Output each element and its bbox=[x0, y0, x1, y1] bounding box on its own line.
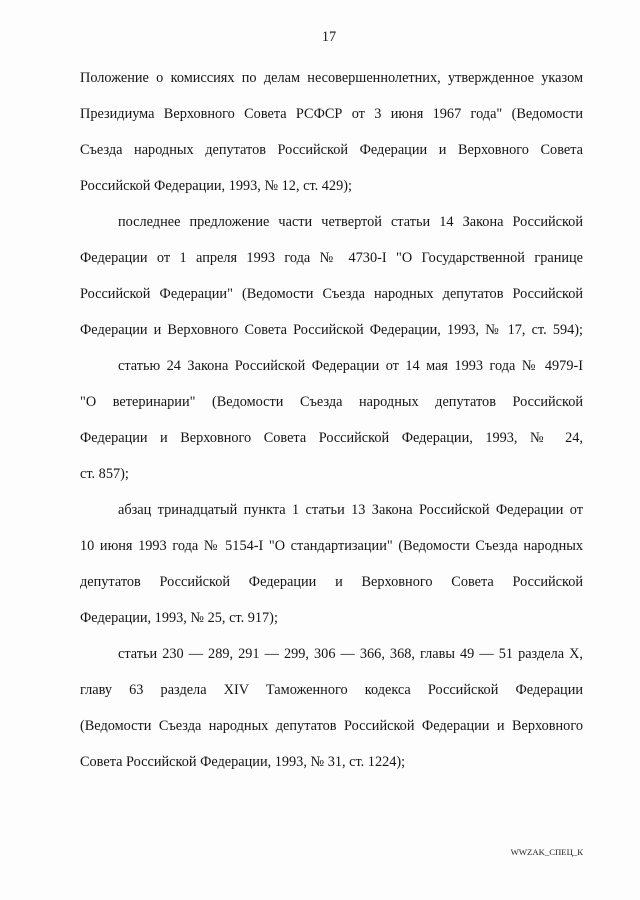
text-line: Съезда народных депутатов Российской Федерации и Верховного Совета bbox=[80, 142, 583, 158]
text-line: Президиума Верховного Совета РСФСР от 3 июня 1967 года" (Ведомости bbox=[80, 106, 583, 122]
text-line: Совета Российской Федерации, 1993, № 31, ст. 1224); bbox=[80, 754, 406, 770]
text-line: Положение о комиссиях по делам несовершеннолетних, утвержденное указом bbox=[80, 70, 583, 86]
text-line: Федерации, 1993, № 25, ст. 917); bbox=[80, 610, 278, 626]
text-line: Федерации и Верховного Совета Российской Федерации, 1993, № 17, ст. 594); bbox=[80, 322, 583, 338]
text-line: статью 24 Закона Российской Федерации от 14 мая 1993 года № 4979-I bbox=[118, 358, 583, 374]
paragraph bbox=[80, 636, 583, 780]
page-number: 17 bbox=[321, 29, 337, 45]
paragraph bbox=[80, 60, 583, 204]
text-line: Российской Федерации, 1993, № 12, ст. 429); bbox=[80, 178, 352, 194]
paragraph bbox=[80, 348, 583, 492]
text-line: Российской Федерации" (Ведомости Съезда народных депутатов Российской bbox=[80, 286, 583, 302]
text-line: ст. 857); bbox=[80, 466, 129, 482]
text-line: 10 июня 1993 года № 5154-I "О стандартизации" (Ведомости Съезда народных bbox=[80, 538, 583, 554]
text-line: депутатов Российской Федерации и Верховного Совета Российской bbox=[80, 574, 583, 590]
footer-code: WWZAK_СПЕЦ_К bbox=[510, 847, 583, 857]
text-line: последнее предложение части четвертой статьи 14 Закона Российской bbox=[118, 214, 583, 230]
text-line: (Ведомости Съезда народных депутатов Российской Федерации и Верховного bbox=[80, 718, 583, 734]
text-line: абзац тринадцатый пункта 1 статьи 13 Закона Российской Федерации от bbox=[118, 502, 583, 518]
text-line: Федерации и Верховного Совета Российской Федерации, 1993, № 24, bbox=[80, 430, 583, 446]
paragraph bbox=[80, 204, 583, 348]
text-line: Федерации от 1 апреля 1993 года № 4730-I "О Государственной границе bbox=[80, 250, 583, 266]
text-line: "О ветеринарии" (Ведомости Съезда народных депутатов Российской bbox=[80, 394, 583, 410]
text-line: статьи 230 — 289, 291 — 299, 306 — 366, 368, главы 49 — 51 раздела X, bbox=[118, 646, 583, 662]
text-line: главу 63 раздела XIV Таможенного кодекса Российской Федерации bbox=[80, 682, 583, 698]
paragraph bbox=[80, 492, 583, 636]
document-body bbox=[80, 60, 583, 780]
